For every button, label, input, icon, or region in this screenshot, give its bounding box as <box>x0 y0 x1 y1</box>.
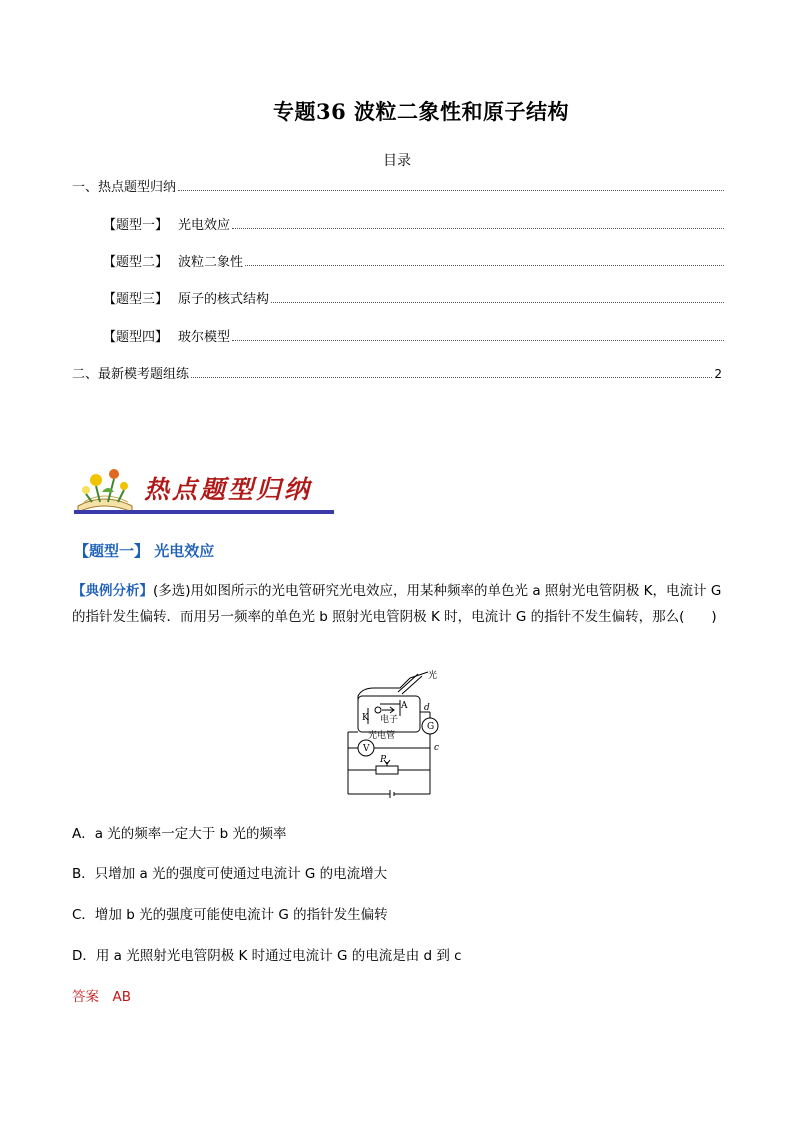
toc-item-tag: 【题型三】 <box>103 292 169 307</box>
figure-label-tube: 光电管 <box>368 731 396 741</box>
figure-label-electron: 电子 <box>380 715 399 725</box>
toc-item-label: 二、最新模考题组练 <box>72 367 190 382</box>
toc-item[interactable] <box>103 326 726 345</box>
toc-leader <box>191 376 712 378</box>
question-tag: 【典例分析】 <box>72 583 153 599</box>
toc-item-tag: 【题型四】 <box>103 330 169 345</box>
toc-item-label: 波粒二象性 <box>178 255 244 270</box>
page-title: 专题36 波粒二象性和原子结构 <box>272 99 570 124</box>
figure-label-g: G <box>427 722 435 732</box>
figure-label-v: V <box>363 744 370 754</box>
toc-page-number: 2 <box>714 367 722 381</box>
toc-leader <box>178 189 724 191</box>
option-a[interactable]: A．a 光的频率一定大于 b 光的频率 <box>72 826 287 842</box>
question-body: (多选)用如图所示的光电管研究光电效应，用某种频率的单色光 a 照射光电管阴极 K，电流计 G 的指针发生偏转．而用另一频率的单色光 b 照射光电管阴极 K 时，电流计 G 的指针不发生偏转，那么( ) <box>72 583 722 625</box>
toc-leader <box>245 264 724 266</box>
figure-label-d: d <box>424 703 430 713</box>
toc-item[interactable] <box>72 176 726 195</box>
banner-underline <box>74 510 334 514</box>
toc-heading: 目录 <box>383 153 411 169</box>
answer-text: 答案 AB <box>72 989 131 1005</box>
toc-leader <box>232 227 724 229</box>
toc-leader <box>271 301 724 303</box>
option-d[interactable]: D．用 a 光照射光电管阴极 K 时通过电流计 G 的电流是由 d 到 c <box>72 948 462 964</box>
question-text <box>72 578 724 630</box>
toc-item-label: 光电效应 <box>178 218 231 233</box>
toc-item-tag: 【题型二】 <box>103 255 169 270</box>
photoelectric-circuit-diagram <box>340 668 460 800</box>
toc-item[interactable] <box>103 288 726 307</box>
toc-item-tag: 【题型一】 <box>103 218 169 233</box>
banner-title: 热点题型归纳 <box>144 475 313 504</box>
figure-label-cathode: K <box>362 713 369 723</box>
toc-leader <box>232 339 724 341</box>
figure-label-anode: A <box>401 701 408 711</box>
figure-label-p: P <box>380 755 387 765</box>
toc-item[interactable] <box>72 363 722 382</box>
option-b[interactable]: B．只增加 a 光的强度可使通过电流计 G 的电流增大 <box>72 866 388 882</box>
toc-item[interactable] <box>103 251 726 270</box>
figure-label-c: c <box>434 743 440 753</box>
toc-item-label: 玻尔模型 <box>178 330 231 345</box>
toc-item-label: 一、热点题型归纳 <box>72 180 177 195</box>
toc-item-label: 原子的核式结构 <box>178 292 270 307</box>
section-title: 【题型一】 光电效应 <box>74 542 215 560</box>
toc-item[interactable] <box>103 214 726 233</box>
option-c[interactable]: C．增加 b 光的强度可能使电流计 G 的指针发生偏转 <box>72 907 388 923</box>
figure-label-light: 光 <box>428 671 438 681</box>
